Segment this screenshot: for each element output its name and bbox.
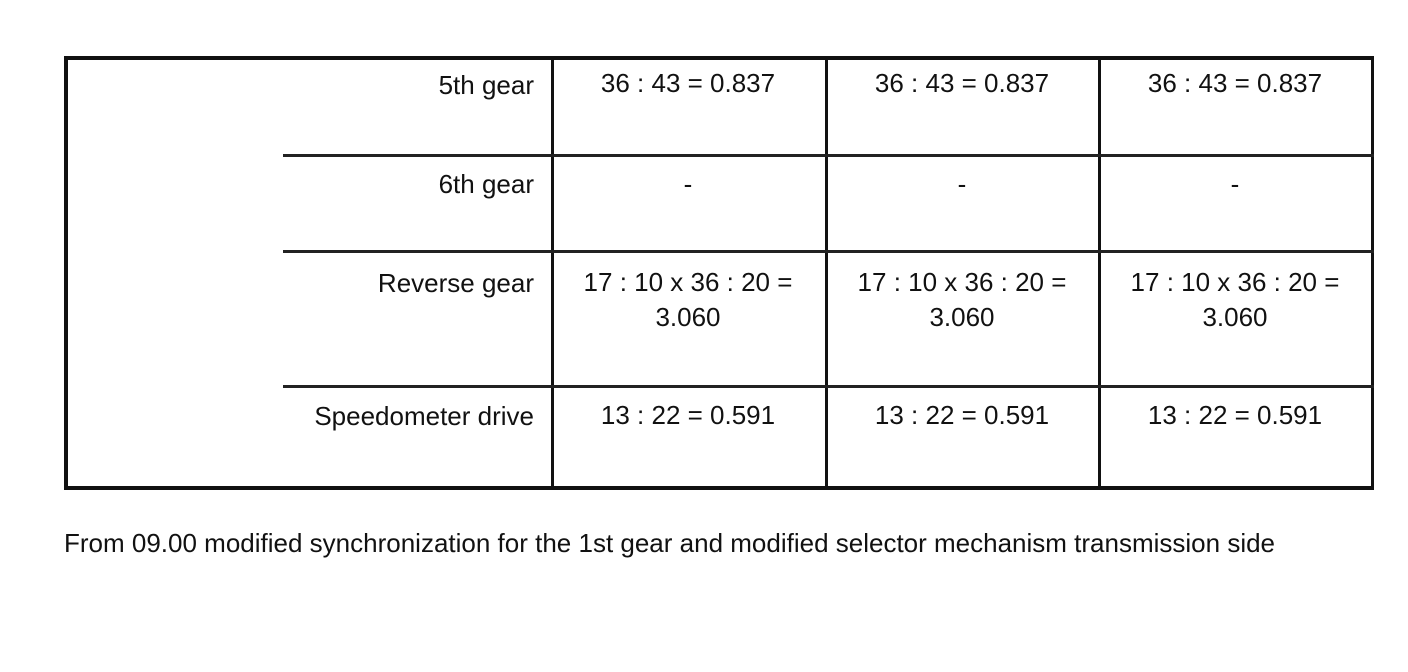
table-cell: 17 : 10 x 36 : 20 = 3.060 [1130,267,1340,332]
row-label: 6th gear [438,169,534,199]
table-cell: 17 : 10 x 36 : 20 = 3.060 [857,267,1067,332]
table-cell: 36 : 43 = 0.837 [874,68,1050,98]
table-cell: 13 : 22 = 0.591 [1147,400,1323,430]
row-separator [283,250,1374,253]
table-cell: - [1230,169,1240,199]
table-cell: - [683,169,693,199]
table-cell: - [957,169,967,199]
row-label: 5th gear [438,70,534,100]
row-label: Speedometer drive [314,401,534,431]
row-separator [283,154,1374,157]
table-cell: 36 : 43 = 0.837 [600,68,776,98]
table-cell: 17 : 10 x 36 : 20 = 3.060 [583,267,793,332]
row-separator [283,385,1374,388]
table-cell: 13 : 22 = 0.591 [874,400,1050,430]
table-cell: 36 : 43 = 0.837 [1147,68,1323,98]
footnote-text: From 09.00 modified synchronization for the 1st gear and modified selector mechanism transmission side [64,528,1276,558]
table-cell: 13 : 22 = 0.591 [600,400,776,430]
row-label: Reverse gear [377,268,534,298]
